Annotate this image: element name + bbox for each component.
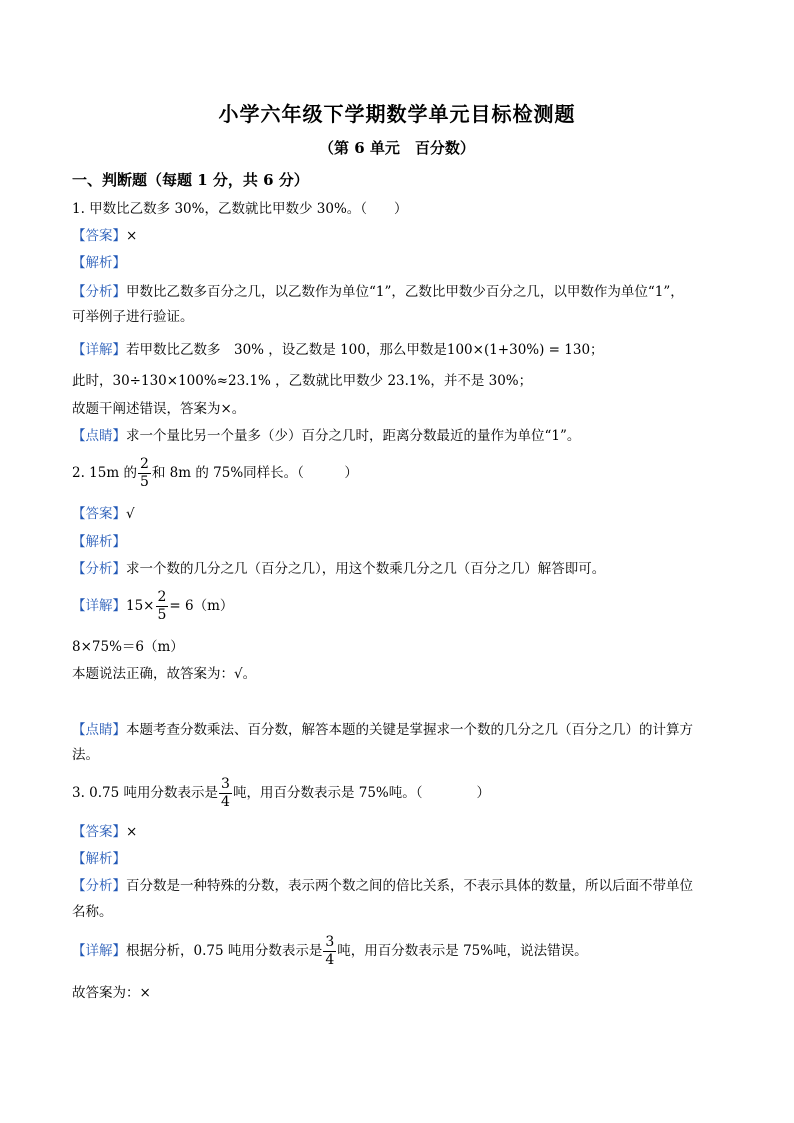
q1-answer	[72, 226, 137, 246]
q3-fenxi-cont: 名称。	[72, 904, 113, 920]
dianjing-tag: 【点睛】	[72, 722, 126, 738]
q2-analysis-tag	[72, 532, 126, 552]
q2-answer-value: √	[126, 506, 135, 522]
answer-tag: 【答案】	[72, 228, 126, 244]
xiangjie-tag: 【详解】	[72, 598, 126, 614]
q1-xiangjie	[72, 340, 604, 360]
q2-dianjing	[72, 720, 693, 740]
q1-xiangjie-formula: 100×(1+30%) = 130；	[446, 342, 604, 358]
fenxi-tag: 【分析】	[72, 561, 126, 577]
q2-line3: 本题说法正确，故答案为：√。	[72, 666, 257, 682]
answer-tag: 【答案】	[72, 506, 126, 522]
q3-final: 故答案为：×	[72, 985, 151, 1001]
q2-xiangjie-a: 15×	[126, 598, 155, 614]
analysis-tag: 【解析】	[72, 534, 126, 550]
q3-answer	[72, 822, 137, 842]
q2-line2: 8×75%＝6（m）	[72, 639, 184, 655]
analysis-tag: 【解析】	[72, 255, 126, 271]
q3-text-a: 3. 0.75 吨用分数表示是	[72, 785, 219, 801]
q3-xiangjie-a: 根据分析，0.75 吨用分数表示是	[126, 943, 323, 959]
q1-xiangjie-text: 若甲数比乙数多 30% ，设乙数是 100，那么甲数是	[126, 342, 447, 358]
q1-xiangjie-line2	[72, 371, 532, 391]
page-title: 小学六年级下学期数学单元目标检测题	[218, 102, 576, 126]
q3-frac-den: 4	[221, 794, 230, 810]
q2-fenxi-text: 求一个数的几分之几（百分之几），用这个数乘几分之几（百分之几）解答即可。	[126, 561, 606, 577]
q2-dianjing-cont: 法。	[72, 747, 99, 763]
q3-fenxi	[72, 876, 693, 896]
page-subtitle: （第 6 单元 百分数）	[319, 139, 475, 157]
q1-calc: 此时，30÷130×100%≈23.1% ，	[72, 373, 289, 389]
q2-fraction	[138, 456, 151, 491]
q3-xiangjie-frac-num: 3	[325, 934, 335, 950]
q1-calc-result: 乙数就比甲数少 23.1%，并不是 30%；	[288, 373, 533, 389]
q3-xiangjie	[72, 930, 588, 972]
q2-xiangjie-frac-num: 2	[157, 589, 167, 605]
q2-xiangjie	[72, 585, 233, 627]
q3-xiangjie-frac-den: 4	[325, 952, 335, 968]
q3-fenxi-text: 百分数是一种特殊的分数，表示两个数之间的倍比关系，不表示具体的数量，所以后面不带单位	[126, 878, 693, 894]
section-heading: 一、判断题（每题 1 分，共 6 分）	[72, 171, 309, 189]
q1-answer-value: ×	[126, 228, 138, 244]
fenxi-tag: 【分析】	[72, 878, 126, 894]
q1-dianjing-text: 求一个量比另一个量多（少）百分之几时，距离分数最近的量作为单位“1”。	[126, 428, 581, 444]
q3-xiangjie-b: 吨，用百分数表示是 75%吨，说法错误。	[337, 943, 588, 959]
question-2	[72, 452, 358, 494]
q2-text-a: 2. 15m 的	[72, 465, 137, 481]
fenxi-tag: 【分析】	[72, 284, 126, 300]
q2-frac-den: 5	[139, 474, 149, 490]
q2-answer	[72, 504, 135, 524]
q3-frac-num: 3	[221, 776, 230, 792]
xiangjie-tag: 【详解】	[72, 342, 126, 358]
q1-fenxi-text: 甲数比乙数多百分之几，以乙数作为单位“1”，乙数比甲数少百分之几，以甲数作为单位“1”，	[126, 284, 684, 300]
q2-xiangjie-b: = 6（m）	[169, 598, 234, 614]
q3-answer-value: ×	[126, 824, 138, 840]
q1-fenxi-cont: 可举例子进行验证。	[72, 309, 194, 325]
dianjing-tag: 【点睛】	[72, 428, 126, 444]
q1-fenxi	[72, 282, 684, 302]
analysis-tag: 【解析】	[72, 851, 126, 867]
q3-fraction	[219, 776, 232, 811]
xiangjie-tag: 【详解】	[72, 943, 126, 959]
q2-dianjing-text: 本题考查分数乘法、百分数，解答本题的关键是掌握求一个数的几分之几（百分之几）的计算方	[126, 722, 693, 738]
q1-dianjing	[72, 426, 580, 446]
q1-xiangjie-line3: 故题干阐述错误，答案为×。	[72, 401, 246, 417]
q2-xiangjie-fraction	[156, 589, 169, 624]
question-1: 1. 甲数比乙数多 30%，乙数就比甲数少 30%。（ ）	[72, 201, 408, 217]
question-3	[72, 772, 490, 814]
q2-frac-num: 2	[139, 456, 149, 472]
q2-xiangjie-frac-den: 5	[157, 607, 167, 623]
q2-fenxi	[72, 559, 605, 579]
q1-analysis-tag	[72, 253, 126, 273]
q2-text-b: 和 8m 的 75%同样长。（ ）	[151, 465, 358, 481]
answer-tag: 【答案】	[72, 824, 126, 840]
q3-xiangjie-fraction	[323, 934, 336, 969]
q3-analysis-tag	[72, 849, 126, 869]
q3-text-b: 吨，用百分数表示是 75%吨。（ ）	[232, 785, 490, 801]
